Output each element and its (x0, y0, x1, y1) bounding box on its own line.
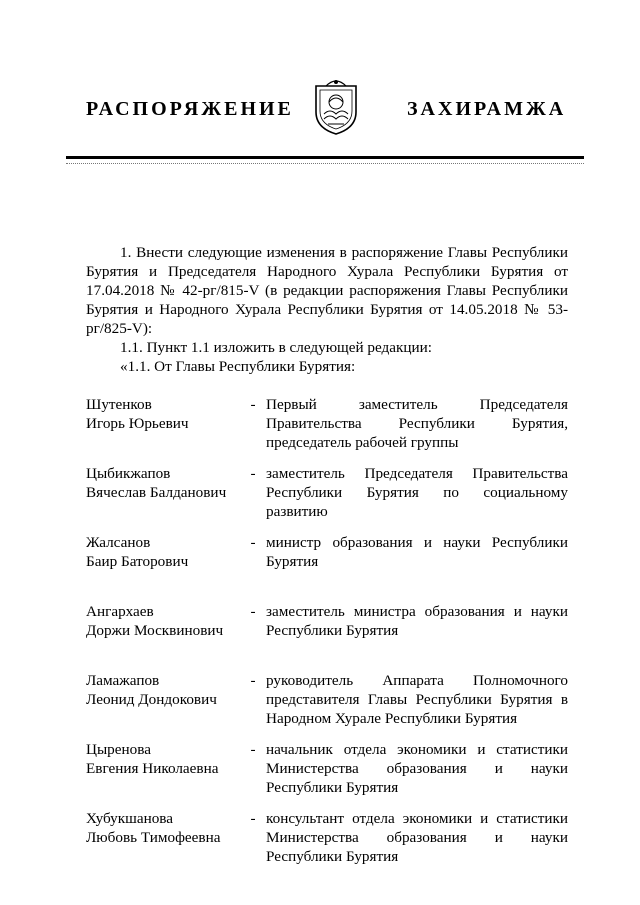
member-name (86, 671, 246, 709)
member-dash: - (250, 396, 256, 413)
member-surname: Ламажапов (86, 672, 160, 689)
member-given-name: Баир Баторович (86, 553, 189, 570)
member-row (86, 464, 570, 533)
member-surname: Жалсанов (86, 534, 151, 551)
paragraph-2: 1.1. Пункт 1.1 изложить в следующей редакции: (120, 339, 433, 356)
member-dash: - (250, 741, 256, 758)
coat-of-arms-emblem (312, 76, 360, 136)
member-dash: - (250, 603, 256, 620)
member-surname: Ангархаев (86, 603, 154, 620)
member-surname: Хубукшанова (86, 810, 174, 827)
member-row (86, 671, 570, 740)
header-title-left: РАСПОРЯЖЕНИЕ (86, 98, 294, 120)
member-row (86, 533, 570, 602)
member-given-name: Леонид Дондокович (86, 691, 217, 708)
header-rule-dotted (66, 163, 584, 164)
members-list (86, 395, 570, 878)
header-title-right: ЗАХИРАМЖА (407, 98, 567, 120)
member-role: руководитель Аппарата Полномочного представителя Главы Республики Бурятия в Народном Хурале Республики Бурятия (266, 672, 568, 727)
member-surname: Цыренова (86, 741, 151, 758)
member-name (86, 602, 246, 640)
member-name (86, 740, 246, 778)
member-dash: - (250, 465, 256, 482)
member-dash: - (250, 534, 256, 551)
member-name (86, 533, 246, 571)
member-row (86, 395, 570, 464)
header-rule-thick (66, 156, 584, 159)
member-role: консультант отдела экономики и статистики Министерства образования и науки Республики Бурятия (266, 810, 568, 865)
member-given-name: Игорь Юрьевич (86, 415, 189, 432)
member-role: заместитель Председателя Правительства Республики Бурятия по социальному развитию (266, 465, 568, 520)
member-dash: - (250, 672, 256, 689)
member-role: начальник отдела экономики и статистики Министерства образования и науки Республики Бурятия (266, 741, 568, 796)
member-given-name: Вячеслав Балданович (86, 484, 227, 501)
member-row (86, 740, 570, 809)
member-dash: - (250, 810, 256, 827)
member-given-name: Любовь Тимофеевна (86, 829, 221, 846)
member-role: министр образования и науки Республики Бурятия (266, 534, 568, 570)
member-name (86, 809, 246, 847)
paragraph-1: 1. Внести следующие изменения в распоряжение Главы Республики Бурятия и Председателя Народного Хурала Республики Бурятия от 17.04.2018 № 42-рг/815-V (в редакции распоряжения Главы Республики Бурятия и Народного Хурала Республики Бурятия от 14.05.2018 № 53-рг/825-V): (86, 244, 568, 337)
member-given-name: Евгения Николаевна (86, 760, 219, 777)
member-role: Первый заместитель Председателя Правительства Республики Бурятия, председатель рабочей группы (266, 396, 568, 451)
paragraph-3: «1.1. От Главы Республики Бурятия: (120, 358, 356, 375)
document-header (0, 98, 640, 138)
member-surname: Шутенков (86, 396, 152, 413)
member-role: заместитель министра образования и науки Республики Бурятия (266, 603, 568, 639)
member-row (86, 602, 570, 671)
document-body (86, 243, 568, 376)
member-name (86, 464, 246, 502)
member-row (86, 809, 570, 878)
member-surname: Цыбикжапов (86, 465, 171, 482)
member-given-name: Доржи Москвинович (86, 622, 224, 639)
member-name (86, 395, 246, 433)
